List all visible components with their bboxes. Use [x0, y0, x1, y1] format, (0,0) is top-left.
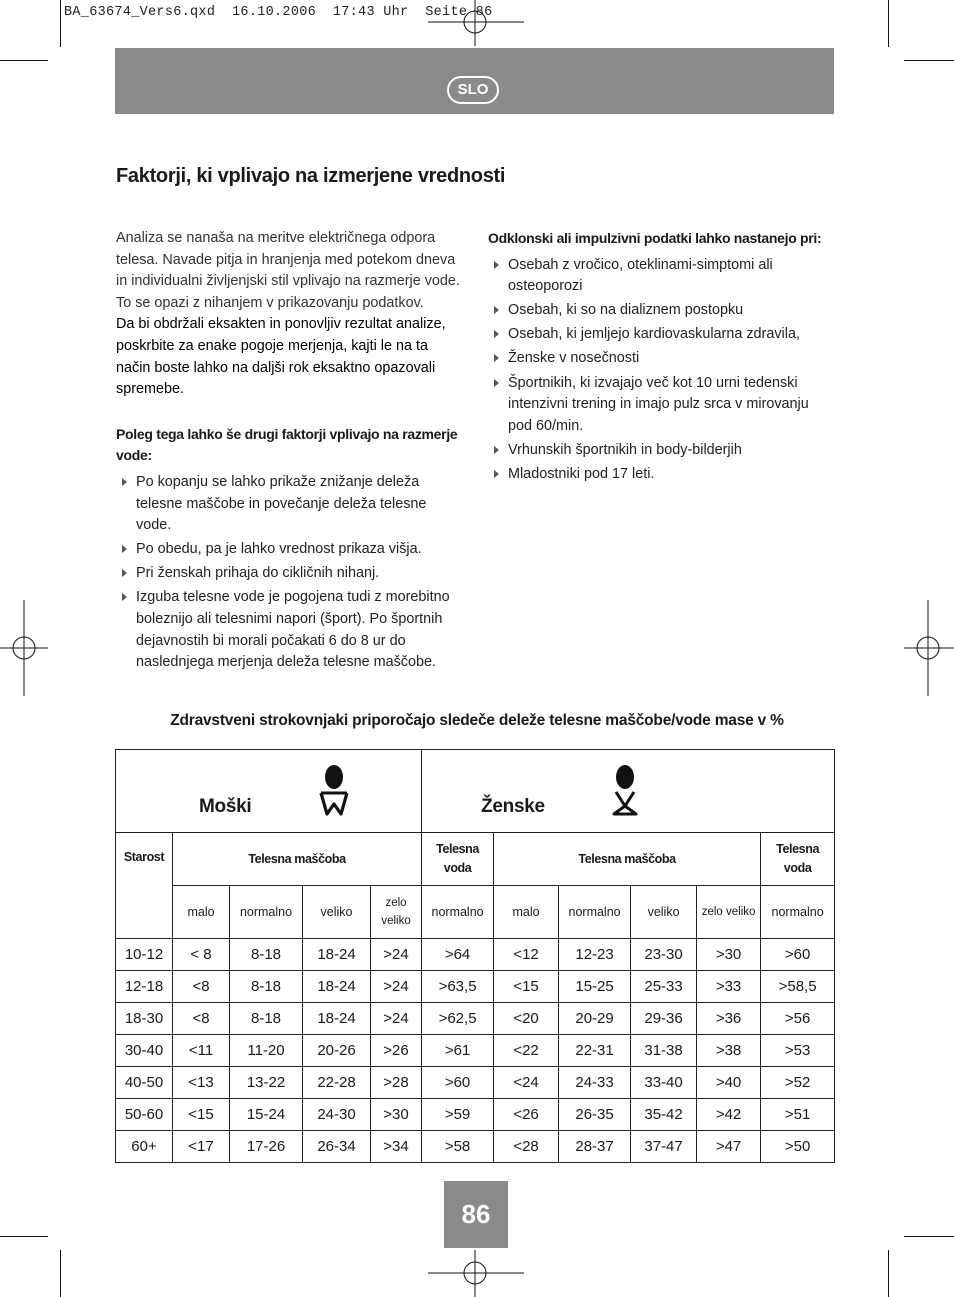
list-item: Športnikih, ki izvajajo več kot 10 urni tedenski intenzivni trening in imajo pulz srca v mirovanju pod 60/min. [488, 373, 823, 438]
table-row [116, 1003, 835, 1035]
table-cell: >50 [761, 1131, 835, 1163]
table-cell: 18-30 [116, 1003, 173, 1035]
table-cell: 18-24 [303, 1003, 371, 1035]
col-header: normalno [230, 886, 303, 939]
table-cell: >34 [371, 1131, 422, 1163]
table-cell: >38 [697, 1035, 761, 1067]
table-cell: 20-26 [303, 1035, 371, 1067]
table-cell: 18-24 [303, 939, 371, 971]
table-cell: <15 [494, 971, 559, 1003]
age-header: Starost [116, 833, 173, 939]
crop-mark [0, 1236, 48, 1237]
table-cell: 37-47 [631, 1131, 697, 1163]
table-cell: 11-20 [230, 1035, 303, 1067]
table-cell: >59 [422, 1099, 494, 1131]
table-cell: 22-31 [559, 1035, 631, 1067]
triangle-bullet-icon [494, 470, 499, 478]
male-figure-icon [319, 764, 349, 818]
triangle-bullet-icon [494, 379, 499, 387]
table-cell: >24 [371, 1003, 422, 1035]
list-item: Pri ženskah prihaja do cikličnih nihanj. [116, 563, 461, 585]
list-item: Mladostniki pod 17 leti. [488, 464, 823, 486]
table-cell: >52 [761, 1067, 835, 1099]
men-water-header: Telesna voda [422, 833, 494, 886]
table-cell: >60 [422, 1067, 494, 1099]
col-header: zelo veliko [697, 886, 761, 939]
triangle-bullet-icon [122, 593, 127, 601]
table-cell: >30 [371, 1099, 422, 1131]
table-cell: >53 [761, 1035, 835, 1067]
table-cell: <13 [173, 1067, 230, 1099]
body-fat-table [115, 749, 835, 1163]
table-cell: 23-30 [631, 939, 697, 971]
crop-mark [904, 60, 954, 61]
table-cell: 35-42 [631, 1099, 697, 1131]
table-cell: >24 [371, 971, 422, 1003]
women-water-header: Telesna voda [761, 833, 835, 886]
men-header-cell [116, 750, 422, 833]
table-cell: <8 [173, 1003, 230, 1035]
crop-mark [0, 60, 48, 61]
list-item: Po kopanju se lahko prikaže znižanje deleža telesne maščobe in povečanje deleža telesne vode. [116, 472, 461, 537]
triangle-bullet-icon [122, 569, 127, 577]
registration-mark-icon [0, 600, 48, 696]
men-fat-header: Telesna maščoba [173, 833, 422, 886]
table-cell: < 8 [173, 939, 230, 971]
triangle-bullet-icon [122, 478, 127, 486]
table-cell: 29-36 [631, 1003, 697, 1035]
table-cell: >30 [697, 939, 761, 971]
deviations-subheading: Odklonski ali impulzivni podatki lahko nastanejo pri: [488, 230, 822, 246]
col-header: veliko [631, 886, 697, 939]
table-cell: 12-18 [116, 971, 173, 1003]
female-figure-icon [610, 764, 640, 818]
crop-mark [888, 0, 889, 47]
table-cell: 15-24 [230, 1099, 303, 1131]
table-cell: >36 [697, 1003, 761, 1035]
table-cell: 8-18 [230, 1003, 303, 1035]
table-cell: 31-38 [631, 1035, 697, 1067]
table-cell: <15 [173, 1099, 230, 1131]
print-slug-header: BA_63674_Vers6.qxd 16.10.2006 17:43 Uhr Seite 86 [64, 5, 493, 20]
table-cell: 24-33 [559, 1067, 631, 1099]
table-cell: 18-24 [303, 971, 371, 1003]
table-row [116, 971, 835, 1003]
table-row [116, 1131, 835, 1163]
table-cell: <26 [494, 1099, 559, 1131]
table-cell: 8-18 [230, 939, 303, 971]
table-row [116, 1067, 835, 1099]
advice-paragraph: Da bi obdržali eksakten in ponovljiv rezultat analize, poskrbite za enake pogoje merjenja, kajti le na ta način boste lahko na daljši rok eksaktno opazovali spremebe. [116, 316, 446, 398]
registration-mark-icon [428, 1250, 524, 1297]
table-cell: >62,5 [422, 1003, 494, 1035]
table-cell: >47 [697, 1131, 761, 1163]
triangle-bullet-icon [494, 261, 499, 269]
table-cell: <24 [494, 1067, 559, 1099]
table-cell: <20 [494, 1003, 559, 1035]
table-cell: >42 [697, 1099, 761, 1131]
women-fat-header: Telesna maščoba [494, 833, 761, 886]
table-cell: 28-37 [559, 1131, 631, 1163]
list-item: Osebah, ki jemljejo kardiovaskularna zdravila, [488, 324, 823, 346]
women-header-cell [422, 750, 835, 833]
table-cell: >51 [761, 1099, 835, 1131]
table-cell: <22 [494, 1035, 559, 1067]
table-cell: >58 [422, 1131, 494, 1163]
table-cell: >61 [422, 1035, 494, 1067]
list-item: Vrhunskih športnikih in body-bilderjih [488, 440, 823, 462]
registration-mark-icon [904, 600, 954, 696]
table-cell: 13-22 [230, 1067, 303, 1099]
list-item: Ženske v nosečnosti [488, 348, 823, 370]
deviations-list [488, 255, 823, 486]
col-header: normalno [422, 886, 494, 939]
table-cell: 26-35 [559, 1099, 631, 1131]
intro-paragraph: Analiza se nanaša na meritve električnega odpora telesa. Navade pitja in hranjenja med potekom dneva in individualni življenjski stil vplivajo na razmerje vode. To se opazi z nihanjem v prikazovanju podatkov. [116, 230, 460, 311]
triangle-bullet-icon [494, 354, 499, 362]
crop-mark [60, 1250, 61, 1297]
list-item: Osebah z vročico, oteklinami-simptomi ali osteoporozi [488, 255, 823, 298]
list-item: Osebah, ki so na dializnem postopku [488, 300, 823, 322]
table-cell: 24-30 [303, 1099, 371, 1131]
triangle-bullet-icon [122, 545, 127, 553]
col-header: malo [173, 886, 230, 939]
list-item: Izguba telesne vode je pogojena tudi z morebitno boleznijo ali telesnimi napori (šport). Po športnih dejavnostih bi morali počakati 6 do 8 ur do naslednjega merjenja deleža telesne maščobe. [116, 587, 461, 673]
table-cell: 17-26 [230, 1131, 303, 1163]
table-cell: 26-34 [303, 1131, 371, 1163]
table-cell: >63,5 [422, 971, 494, 1003]
crop-mark [904, 1236, 954, 1237]
women-label: Ženske [481, 796, 545, 817]
table-cell: 50-60 [116, 1099, 173, 1131]
registration-mark-icon [428, 0, 524, 46]
crop-mark [60, 0, 61, 47]
page-number: 86 [444, 1181, 508, 1248]
table-cell: <12 [494, 939, 559, 971]
triangle-bullet-icon [494, 306, 499, 314]
left-column [116, 228, 461, 676]
table-cell: >40 [697, 1067, 761, 1099]
table-cell: <11 [173, 1035, 230, 1067]
table-cell: >60 [761, 939, 835, 971]
table-row [116, 1035, 835, 1067]
table-cell: 25-33 [631, 971, 697, 1003]
table-cell: >58,5 [761, 971, 835, 1003]
col-header: zelo veliko [371, 886, 422, 939]
language-badge: SLO [447, 76, 499, 104]
table-cell: >26 [371, 1035, 422, 1067]
table-cell: 12-23 [559, 939, 631, 971]
table-cell: >24 [371, 939, 422, 971]
table-row [116, 939, 835, 971]
table-cell: <28 [494, 1131, 559, 1163]
table-cell: 22-28 [303, 1067, 371, 1099]
table-cell: 40-50 [116, 1067, 173, 1099]
col-header: malo [494, 886, 559, 939]
factors-list [116, 472, 461, 674]
table-cell: 60+ [116, 1131, 173, 1163]
table-row [116, 1099, 835, 1131]
table-cell: 20-29 [559, 1003, 631, 1035]
crop-mark [888, 1250, 889, 1297]
col-header: normalno [559, 886, 631, 939]
col-header: veliko [303, 886, 371, 939]
page-title: Faktorji, ki vplivajo na izmerjene vrednosti [116, 165, 506, 187]
table-cell: 33-40 [631, 1067, 697, 1099]
table-cell: 15-25 [559, 971, 631, 1003]
right-column [488, 228, 823, 488]
table-heading: Zdravstveni strokovnjaki priporočajo sledeče deleže telesne maščobe/vode mase v % [170, 712, 784, 729]
table-cell: >64 [422, 939, 494, 971]
triangle-bullet-icon [494, 330, 499, 338]
table-cell: <17 [173, 1131, 230, 1163]
factors-subheading: Poleg tega lahko še drugi faktorji vplivajo na razmerje vode: [116, 425, 458, 464]
table-cell: 8-18 [230, 971, 303, 1003]
list-item: Po obedu, pa je lahko vrednost prikaza višja. [116, 539, 461, 561]
triangle-bullet-icon [494, 446, 499, 454]
table-cell: 10-12 [116, 939, 173, 971]
col-header: normalno [761, 886, 835, 939]
table-cell: 30-40 [116, 1035, 173, 1067]
table-cell: >56 [761, 1003, 835, 1035]
men-label: Moški [199, 796, 252, 817]
table-cell: >28 [371, 1067, 422, 1099]
table-cell: >33 [697, 971, 761, 1003]
table-cell: <8 [173, 971, 230, 1003]
